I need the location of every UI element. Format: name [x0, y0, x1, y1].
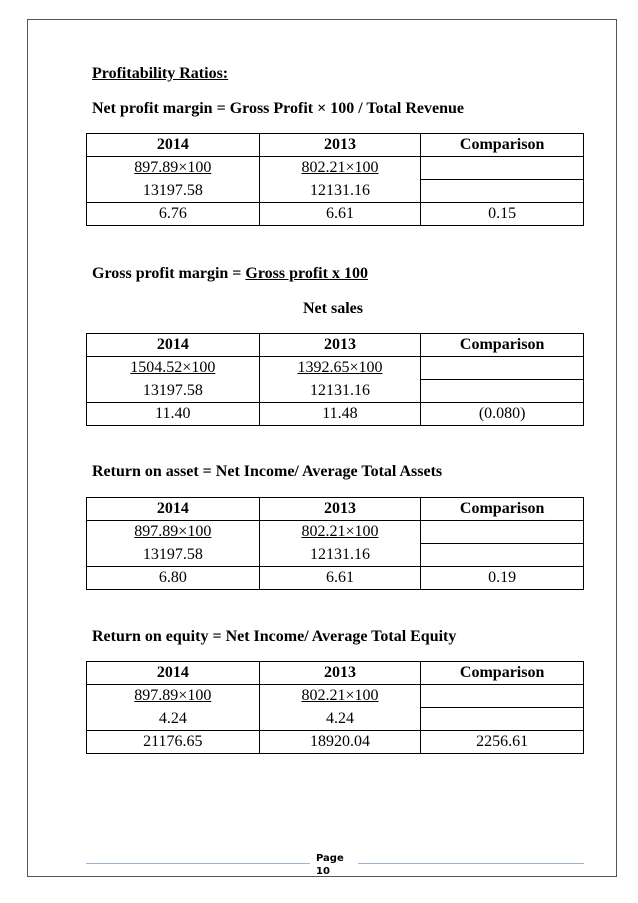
formula-numerator: Gross profit x 100	[245, 265, 368, 282]
result-2014: 11.40	[87, 403, 260, 426]
return-on-asset-table	[86, 497, 584, 590]
header-2013: 2013	[259, 134, 421, 157]
table-header-row	[87, 662, 584, 685]
table-row	[87, 357, 584, 380]
numerator-2013: 1392.65×100	[259, 357, 421, 380]
result-2014: 6.80	[87, 567, 260, 590]
gross-profit-margin-table	[86, 333, 584, 426]
header-comparison: Comparison	[421, 334, 584, 357]
header-2014: 2014	[87, 662, 260, 685]
result-2013: 6.61	[259, 567, 421, 590]
numerator-2013: 802.21×100	[259, 157, 421, 180]
section-title: Profitability Ratios:	[92, 65, 229, 82]
denominator-2014: 13197.58	[87, 380, 260, 403]
header-comparison: Comparison	[421, 134, 584, 157]
comparison-empty-cell	[421, 521, 584, 544]
denominator-2014: 4.24	[87, 708, 260, 731]
table-row	[87, 685, 584, 708]
result-2014: 21176.65	[87, 731, 260, 754]
comparison-empty-cell	[421, 180, 584, 203]
numerator-2013: 802.21×100	[259, 521, 421, 544]
comparison-empty-cell	[421, 685, 584, 708]
result-2013: 6.61	[259, 203, 421, 226]
table-header-row	[87, 334, 584, 357]
footer-rule-right	[358, 863, 584, 864]
table-header-row	[87, 498, 584, 521]
table-row	[87, 380, 584, 403]
header-2013: 2013	[259, 662, 421, 685]
return-on-equity-formula: Return on equity = Net Income/ Average Total Equity	[92, 628, 457, 645]
header-2013: 2013	[259, 498, 421, 521]
footer-rule-left	[86, 863, 310, 864]
result-2013: 11.48	[259, 403, 421, 426]
numerator-2014: 897.89×100	[87, 157, 260, 180]
table-row	[87, 544, 584, 567]
numerator-2014: 897.89×100	[87, 685, 260, 708]
denominator-2014: 13197.58	[87, 180, 260, 203]
header-2014: 2014	[87, 334, 260, 357]
net-profit-margin-formula: Net profit margin = Gross Profit × 100 / Total Revenue	[92, 100, 464, 117]
page-number: 10	[316, 866, 330, 877]
table-row	[87, 203, 584, 226]
denominator-2013: 4.24	[259, 708, 421, 731]
table-row	[87, 521, 584, 544]
denominator-2014: 13197.58	[87, 544, 260, 567]
net-profit-margin-table	[86, 133, 584, 226]
result-2014: 6.76	[87, 203, 260, 226]
return-on-equity-table	[86, 661, 584, 754]
header-comparison: Comparison	[421, 662, 584, 685]
result-comparison: 2256.61	[421, 731, 584, 754]
table-row	[87, 567, 584, 590]
result-comparison: 0.15	[421, 203, 584, 226]
result-comparison: (0.080)	[421, 403, 584, 426]
table-row	[87, 157, 584, 180]
comparison-empty-cell	[421, 380, 584, 403]
comparison-empty-cell	[421, 157, 584, 180]
table-row	[87, 731, 584, 754]
numerator-2014: 897.89×100	[87, 521, 260, 544]
comparison-empty-cell	[421, 544, 584, 567]
gross-profit-margin-formula: Gross profit margin = Gross profit x 100	[92, 265, 368, 282]
table-header-row	[87, 134, 584, 157]
denominator-2013: 12131.16	[259, 380, 421, 403]
denominator-2013: 12131.16	[259, 544, 421, 567]
header-comparison: Comparison	[421, 498, 584, 521]
return-on-asset-formula: Return on asset = Net Income/ Average Total Assets	[92, 463, 443, 480]
header-2014: 2014	[87, 498, 260, 521]
comparison-empty-cell	[421, 708, 584, 731]
result-comparison: 0.19	[421, 567, 584, 590]
table-row	[87, 403, 584, 426]
header-2013: 2013	[259, 334, 421, 357]
header-2014: 2014	[87, 134, 260, 157]
table-row	[87, 708, 584, 731]
numerator-2013: 802.21×100	[259, 685, 421, 708]
page-label: Page	[316, 853, 344, 864]
result-2013: 18920.04	[259, 731, 421, 754]
table-row	[87, 180, 584, 203]
numerator-2014: 1504.52×100	[87, 357, 260, 380]
comparison-empty-cell	[421, 357, 584, 380]
formula-denominator: Net sales	[303, 300, 363, 317]
denominator-2013: 12131.16	[259, 180, 421, 203]
